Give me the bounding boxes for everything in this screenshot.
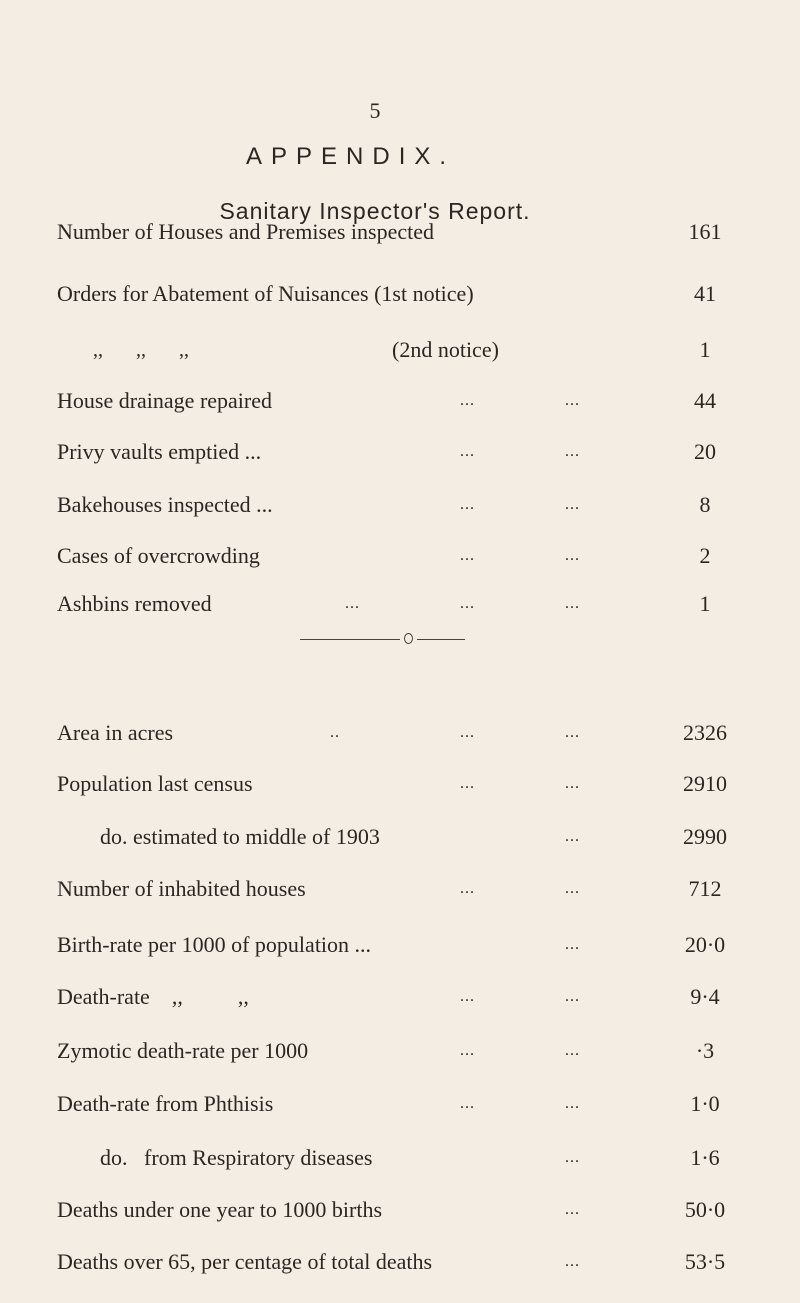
row-value: 1 — [699, 591, 711, 616]
leader-dots: ... — [460, 1042, 475, 1059]
row-value: 2910 — [683, 771, 727, 796]
row-label: do. estimated to middle of 1903 — [100, 824, 380, 849]
row-value: 44 — [694, 388, 716, 413]
leader-dots: ... — [460, 392, 475, 409]
row-label: Ashbins removed — [57, 591, 212, 616]
row-label: Cases of overcrowding — [57, 543, 260, 568]
leader-dots: ... — [565, 828, 580, 845]
row-label: Number of Houses and Premises inspected — [57, 219, 434, 244]
leader-dots: ... — [565, 547, 580, 564]
row-value: 20 — [694, 439, 716, 464]
row-value: 712 — [688, 876, 722, 901]
leader-dots: ... — [565, 392, 580, 409]
leader-dots: ... — [460, 988, 475, 1005]
leader-dots: ... — [565, 936, 580, 953]
row-value: 2326 — [683, 720, 727, 745]
row-label: Number of inhabited houses — [57, 876, 306, 901]
row-value: 1 — [699, 337, 711, 362]
page-number: 5 — [369, 98, 381, 123]
ditto-marks: ,, ,, ,, — [93, 339, 189, 361]
leader-dots: ... — [565, 724, 580, 741]
row-label: (2nd notice) — [392, 337, 499, 362]
row-label: do. from Respiratory diseases — [100, 1145, 373, 1170]
statistics-row — [0, 928, 800, 962]
row-value: 50·0 — [684, 1197, 726, 1222]
row-label: Zymotic death-rate per 1000 — [57, 1038, 309, 1063]
row-value: 8 — [699, 492, 711, 517]
statistics-row — [0, 1141, 800, 1175]
statistics-row — [0, 872, 800, 906]
row-label: Orders for Abatement of Nuisances (1st notice) — [57, 281, 474, 306]
row-label: Privy vaults emptied ... — [57, 439, 262, 464]
leader-dots: ... — [565, 496, 580, 513]
inspection-row — [0, 435, 800, 469]
statistics-row — [0, 1193, 800, 1227]
row-label: Area in acres — [57, 720, 174, 745]
leader-dots: ... — [460, 880, 475, 897]
row-value: 20·0 — [684, 932, 726, 957]
leader-dots: ... — [460, 443, 475, 460]
statistics-row — [0, 1087, 800, 1121]
row-label: House drainage repaired — [57, 388, 273, 413]
statistics-row — [0, 767, 800, 801]
leader-dots: ... — [460, 496, 475, 513]
leader-dots: ... — [565, 1095, 580, 1112]
row-label: Population last census — [57, 771, 253, 796]
statistics-row — [0, 716, 800, 750]
leader-dots: .. — [330, 724, 340, 741]
statistics-row — [0, 820, 800, 854]
row-value: 1·0 — [690, 1091, 720, 1116]
report-title: Sanitary Inspector's Report. — [219, 198, 531, 224]
divider-line — [300, 639, 400, 640]
divider-line — [417, 639, 465, 640]
leader-dots: ... — [460, 595, 475, 612]
leader-dots: ... — [565, 1042, 580, 1059]
row-value: ·3 — [695, 1038, 715, 1063]
statistics-row — [0, 1034, 800, 1068]
row-label: Deaths over 65, per centage of total deaths — [57, 1249, 433, 1274]
leader-dots: ... — [565, 775, 580, 792]
leader-dots: ... — [460, 1095, 475, 1112]
row-value: 1·6 — [690, 1145, 720, 1170]
appendix-title: APPENDIX. — [246, 143, 456, 170]
inspection-row — [0, 277, 800, 311]
inspection-row — [0, 333, 800, 367]
leader-dots: ... — [460, 724, 475, 741]
leader-dots: ... — [565, 880, 580, 897]
leader-dots: ... — [460, 775, 475, 792]
leader-dots: ... — [565, 1149, 580, 1166]
leader-dots: ... — [345, 595, 360, 612]
divider-circle — [404, 633, 413, 644]
row-label: Death-rate ,, ,, — [57, 984, 249, 1009]
inspection-row — [0, 587, 800, 621]
statistics-row — [0, 1245, 800, 1279]
inspection-row — [0, 384, 800, 418]
inspection-row — [0, 539, 800, 573]
row-value: 161 — [688, 219, 722, 244]
row-value: 53·5 — [684, 1249, 726, 1274]
leader-dots: ... — [565, 443, 580, 460]
leader-dots: ... — [565, 988, 580, 1005]
row-label: Deaths under one year to 1000 births — [57, 1197, 383, 1222]
leader-dots: ... — [460, 547, 475, 564]
row-value: 41 — [694, 281, 716, 306]
leader-dots: ... — [565, 1201, 580, 1218]
inspection-row — [0, 488, 800, 522]
inspection-row — [0, 215, 800, 249]
leader-dots: ... — [565, 1253, 580, 1270]
row-label: Birth-rate per 1000 of population ... — [57, 932, 372, 957]
statistics-row — [0, 980, 800, 1014]
row-value: 2 — [699, 543, 711, 568]
section-divider — [300, 631, 465, 647]
row-value: 2990 — [683, 824, 727, 849]
leader-dots: ... — [565, 595, 580, 612]
row-value: 9·4 — [690, 984, 720, 1009]
row-label: Bakehouses inspected ... — [57, 492, 273, 517]
row-label: Death-rate from Phthisis — [57, 1091, 274, 1116]
